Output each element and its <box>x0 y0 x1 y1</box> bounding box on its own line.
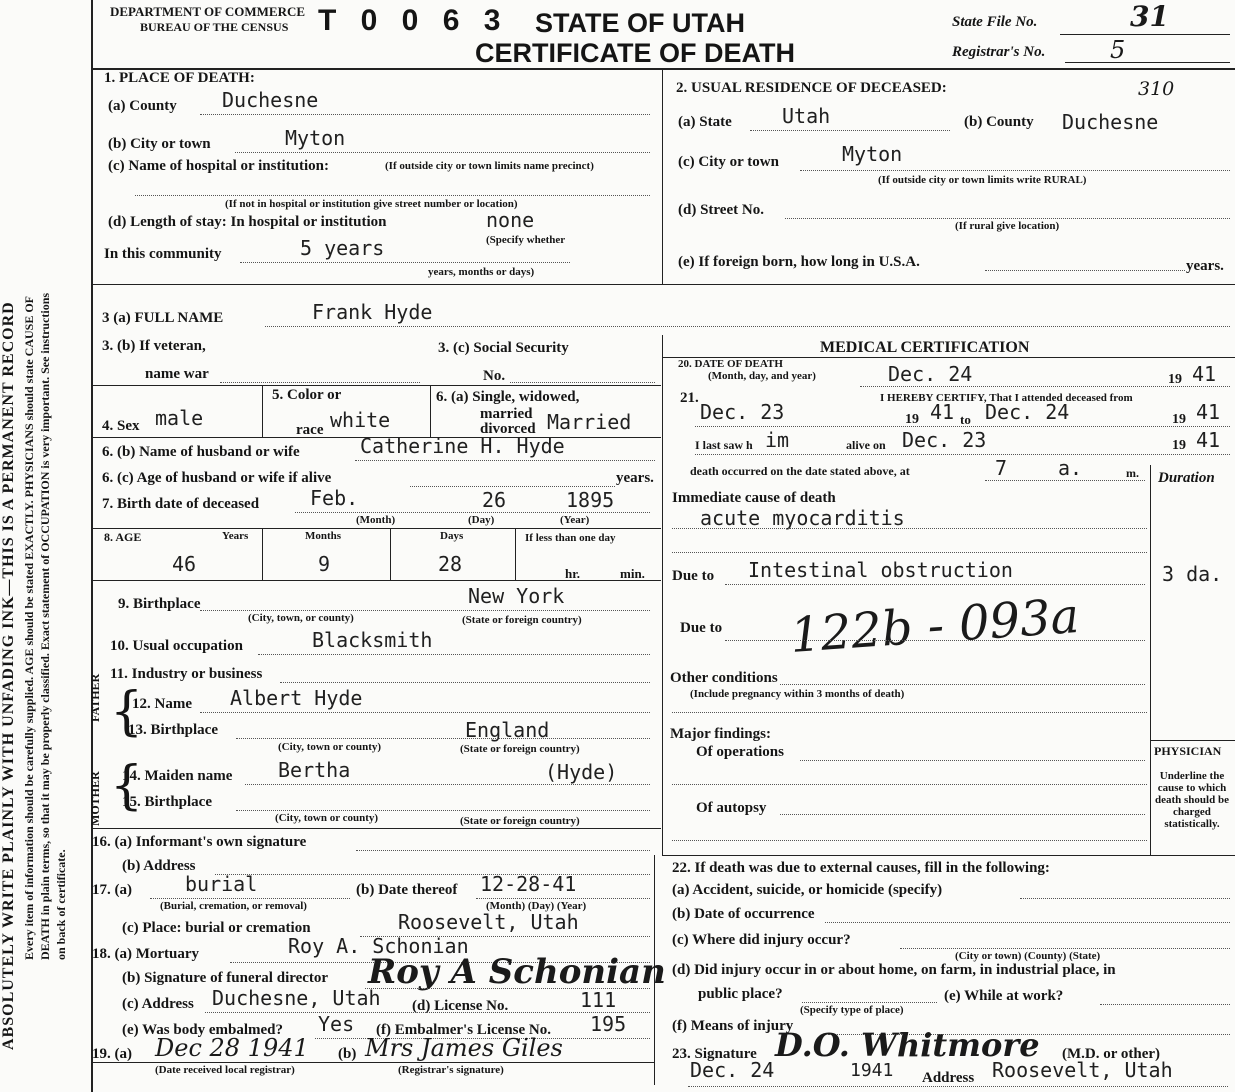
received-cap: (Date received local registrar) <box>155 1064 295 1076</box>
res-county-label: (b) County <box>964 114 1034 130</box>
stay-hospital: none <box>486 208 535 232</box>
attended-from: Dec. 23 <box>700 400 785 424</box>
operations-label: Of operations <box>696 744 784 760</box>
mother-birthplace-label: 15. Birthplace <box>122 794 212 810</box>
due1-duration: 3 da. <box>1162 562 1223 586</box>
embalmer-license-label: (f) Embalmer's License No. <box>376 1022 551 1038</box>
occupation-value: Blacksmith <box>312 628 433 652</box>
bp-city-cap: (City, town, or county) <box>248 612 354 624</box>
left-border <box>91 0 93 1092</box>
place-of-death-title: 1. PLACE OF DEATH: <box>104 70 255 86</box>
row-line-5 <box>93 828 661 829</box>
mother-maiden-label: 14. Maiden name <box>122 768 233 784</box>
registrar-number: 5 <box>1110 36 1126 64</box>
birth-year: 1895 <box>566 488 615 512</box>
row-line-1 <box>93 385 661 386</box>
informant-address-label: (b) Address <box>122 858 196 874</box>
mortuary-label: 18. (a) Mortuary <box>92 946 200 962</box>
saw-date: Dec. 23 <box>902 428 987 452</box>
race-divider <box>430 385 431 437</box>
county-label: (a) County <box>108 98 177 114</box>
age-div-3 <box>515 528 516 580</box>
residence-code: 310 <box>1138 78 1175 100</box>
race-label: race <box>296 422 324 438</box>
external-title: 22. If death was due to external causes, fill in the following: <box>672 860 1050 876</box>
spouse-name: Catherine H. Hyde <box>360 434 565 458</box>
age-days: 28 <box>438 552 463 576</box>
certify-text: I HEREBY CERTIFY, That I attended deceased from <box>880 392 1133 404</box>
mbp-state-cap: (State or foreign country) <box>460 815 580 827</box>
dod-date: Dec. 24 <box>888 362 973 386</box>
death-time: 7 <box>995 456 1008 480</box>
state-file-label: State File No. <box>952 14 1038 30</box>
license-label: (d) License No. <box>412 998 509 1014</box>
mortuary-address-label: (c) Address <box>122 996 194 1012</box>
min-label: min. <box>620 566 645 581</box>
birth-month: Feb. <box>310 486 359 510</box>
signature-address: Roosevelt, Utah <box>992 1058 1173 1082</box>
res-street-label: (d) Street No. <box>678 202 764 218</box>
marital-label-2: married <box>480 406 533 422</box>
father-name: Albert Hyde <box>230 686 363 710</box>
father-label: FATHER <box>88 673 102 722</box>
war-label: name war <box>145 366 209 382</box>
death-city: Myton <box>285 126 346 150</box>
hospital-label: (c) Name of hospital or institution: <box>108 158 329 174</box>
signature-label: 23. Signature <box>672 1046 757 1062</box>
attended-to: Dec. 24 <box>985 400 1070 424</box>
mother-first-name: Bertha <box>278 758 351 782</box>
immediate-label: Immediate cause of death <box>672 490 836 506</box>
father-brace: { <box>110 682 144 742</box>
burial-method: burial <box>185 872 258 896</box>
burial-date-cap: (Month) (Day) (Year) <box>486 900 587 912</box>
public-place-label: public place? <box>698 986 783 1002</box>
public-cap: (Specify type of place) <box>800 1004 904 1016</box>
external-b: (b) Date of occurrence <box>672 906 815 922</box>
month-cap: (Month) <box>356 514 396 526</box>
registrar-sig-label: (b) <box>338 1046 357 1062</box>
burial-date-label: (b) Date thereof <box>356 882 458 898</box>
dod-label: 20. DATE OF DEATH <box>678 358 783 370</box>
cert-21: 21. <box>680 390 699 406</box>
row-line-6 <box>93 1062 654 1063</box>
days-cap: Days <box>440 530 464 542</box>
hr-label: hr. <box>565 566 581 581</box>
burial-label: 17. (a) <box>92 882 132 898</box>
alive-on-label: alive on <box>846 438 886 452</box>
res-state: Utah <box>782 104 831 128</box>
months-cap: Months <box>305 530 342 542</box>
margin-instructions-3: on back of certificate. <box>54 849 68 960</box>
external-d: (d) Did injury occur in or about home, on farm, in industrial place, in <box>672 962 1116 978</box>
age-label: 8. AGE <box>104 530 142 544</box>
to-year: 41 <box>1196 400 1221 424</box>
spouse-age-years: years. <box>616 470 654 486</box>
at-work-label: (e) While at work? <box>944 988 1064 1004</box>
less-than-day-cap: If less than one day <box>525 532 616 544</box>
marital-label-3: divorced <box>480 421 536 437</box>
spouse-label: 6. (b) Name of husband or wife <box>102 444 300 460</box>
received-date: Dec 28 1941 <box>155 1034 309 1062</box>
autopsy-label: Of autopsy <box>696 800 767 816</box>
ssn-label: 3. (c) Social Security <box>438 340 569 356</box>
birthplace-value: New York <box>468 584 565 608</box>
from-year: 41 <box>930 400 955 424</box>
birth-day: 26 <box>482 488 507 512</box>
age-div-1 <box>262 528 263 580</box>
director-signature: Roy A Schonian <box>368 952 666 992</box>
state-title: STATE OF UTAH <box>535 8 745 38</box>
day-cap: (Day) <box>468 514 495 526</box>
embalmer-license: 195 <box>590 1012 627 1036</box>
specify-note: (Specify whether <box>486 234 566 246</box>
bureau-label: BUREAU OF THE CENSUS <box>140 20 289 34</box>
serial-number: T 0 0 6 3 <box>318 4 509 37</box>
full-name: Frank Hyde <box>312 300 433 324</box>
res-street-note: (If rural give location) <box>955 220 1060 232</box>
death-ampm: a. <box>1058 456 1083 480</box>
city-label: (b) City or town <box>108 136 211 152</box>
due1-cause: Intestinal obstruction <box>748 558 1013 582</box>
race-value: white <box>330 408 391 432</box>
to-label: to <box>960 412 971 427</box>
director-sig-label: (b) Signature of funeral director <box>122 970 329 986</box>
row-line-3 <box>93 528 661 529</box>
fbp-city-cap: (City, town or county) <box>278 741 382 753</box>
residence-title: 2. USUAL RESIDENCE OF DECEASED: <box>676 80 947 96</box>
physician-signature: D.O. Whitmore <box>775 1026 1040 1064</box>
registrar-signature: Mrs James Giles <box>365 1034 563 1062</box>
ssn-no-label: No. <box>483 368 506 384</box>
community-label: In this community <box>104 246 222 262</box>
dod-cap: (Month, day, and year) <box>708 370 816 382</box>
certificate-title: CERTIFICATE OF DEATH <box>475 38 795 68</box>
death-county: Duchesne <box>222 88 319 112</box>
father-name-label: 12. Name <box>132 696 192 712</box>
margin-warning: ABSOLUTELY WRITE PLAINLY WITH UNFADING INK—THIS IS A PERMANENT RECORD <box>0 301 17 1050</box>
medical-title: MEDICAL CERTIFICATION <box>820 339 1030 356</box>
ymd-note: years, months or days) <box>428 266 535 278</box>
underline-note: Underline the cause to which death should be charged statistically. <box>1155 770 1229 830</box>
physician-label: PHYSICIAN <box>1154 744 1222 758</box>
sex-divider <box>262 385 263 437</box>
age-months: 9 <box>318 552 331 576</box>
industry-label: 11. Industry or business <box>110 666 263 682</box>
embalmed-value: Yes <box>318 1012 355 1036</box>
sex-label: 4. Sex <box>102 418 140 434</box>
years-cap: Years <box>222 530 249 542</box>
year-cap: (Year) <box>560 514 590 526</box>
mother-last-name: (Hyde) <box>545 760 618 784</box>
due1-label: Due to <box>672 568 715 584</box>
full-name-label: 3 (a) FULL NAME <box>102 310 224 326</box>
marital-value: Married <box>547 410 632 434</box>
saw-him: im <box>765 428 790 452</box>
duration-label: Duration <box>1158 470 1215 486</box>
major-label: Major findings: <box>670 726 771 742</box>
dept-label: DEPARTMENT OF COMMERCE <box>110 4 306 19</box>
top-divider <box>662 68 663 284</box>
mid-divider <box>662 335 663 855</box>
margin-instructions-2: DEATH in plain terms, so that it may be properly classified. Exact statement of OCCUPATION is very important. See instructions <box>38 292 52 960</box>
burial-place-label: (c) Place: burial or cremation <box>122 920 311 936</box>
dod-year: 41 <box>1192 362 1217 386</box>
bp-state-cap: (State or foreign country) <box>462 614 582 626</box>
mbp-city-cap: (City, town or county) <box>275 812 379 824</box>
occurred-label: death occurred on the date stated above, at <box>690 464 910 478</box>
age-years: 46 <box>172 552 197 576</box>
mother-label: MOTHER <box>88 771 102 826</box>
sex-value: male <box>155 406 204 430</box>
foreign-label: (e) If foreign born, how long in U.S.A. <box>678 254 920 270</box>
res-county: Duchesne <box>1062 110 1159 134</box>
veteran-label: 3. (b) If veteran, <box>102 338 206 354</box>
embalmed-label: (e) Was body embalmed? <box>122 1022 283 1038</box>
father-birthplace-label: 13. Birthplace <box>128 722 218 738</box>
birthplace-label: 9. Birthplace <box>118 596 201 612</box>
stay-label: (d) Length of stay: In hospital or institution <box>108 214 387 230</box>
res-city-note: (If outside city or town limits write RURAL) <box>878 174 1087 186</box>
margin-instructions-1: Every item of information should be carefully supplied. AGE should be stated EXACTLY. PHYSICIANS should state CAUSE OF <box>22 296 36 960</box>
cause-code: 122b - 093a <box>788 587 1081 665</box>
signature-address-label: Address <box>922 1070 975 1086</box>
md-label: (M.D. or other) <box>1062 1046 1161 1062</box>
immediate-cause: acute myocarditis <box>700 506 905 530</box>
foreign-years: years. <box>1186 258 1224 274</box>
state-file-number: 31 <box>1130 0 1169 33</box>
street-note: (If not in hospital or institution give street number or location) <box>225 198 518 210</box>
burial-date: 12-28-41 <box>480 872 577 896</box>
birth-label: 7. Birth date of deceased <box>102 496 260 512</box>
saw-label: I last saw h <box>695 438 753 452</box>
burial-place: Roosevelt, Utah <box>398 910 579 934</box>
other-label: Other conditions <box>670 670 778 686</box>
father-birthplace: England <box>465 718 550 742</box>
mother-brace: { <box>110 756 144 816</box>
med-bottom-line <box>662 855 1235 856</box>
occupation-label: 10. Usual occupation <box>110 638 243 654</box>
other-cap: (Include pregnancy within 3 months of death) <box>690 688 905 700</box>
external-c-cap: (City or town) (County) (State) <box>955 950 1101 962</box>
license-number: 111 <box>580 988 617 1012</box>
means-label: (f) Means of injury <box>672 1018 794 1034</box>
burial-cap: (Burial, cremation, or removal) <box>160 900 307 912</box>
physician-line <box>1150 740 1235 741</box>
divider-1 <box>93 284 1235 285</box>
due2-label: Due to <box>680 620 723 636</box>
registrar-label: Registrar's No. <box>952 44 1046 60</box>
hospital-note: (If outside city or town limits name precinct) <box>385 160 594 172</box>
m-label: m. <box>1126 466 1139 480</box>
res-city-label: (c) City or town <box>678 154 779 170</box>
external-a: (a) Accident, suicide, or homicide (specify) <box>672 882 943 898</box>
signature-year: 1941 <box>850 1060 894 1081</box>
age-div-2 <box>390 528 391 580</box>
external-c: (c) Where did injury occur? <box>672 932 851 948</box>
registrar-cap: (Registrar's signature) <box>398 1064 504 1076</box>
duration-divider <box>1150 465 1151 855</box>
stay-community: 5 years <box>300 236 385 260</box>
informant-sig-label: 16. (a) Informant's own signature <box>92 834 307 850</box>
signature-date: Dec. 24 <box>690 1058 775 1082</box>
spouse-age-label: 6. (c) Age of husband or wife if alive <box>102 470 332 486</box>
color-label: 5. Color or <box>272 387 342 403</box>
fbp-state-cap: (State or foreign country) <box>460 743 580 755</box>
res-city: Myton <box>842 142 903 166</box>
saw-year: 41 <box>1196 428 1221 452</box>
res-state-label: (a) State <box>678 114 732 130</box>
mortuary-address: Duchesne, Utah <box>212 986 381 1010</box>
marital-label-1: 6. (a) Single, widowed, <box>436 389 580 405</box>
received-label: 19. (a) <box>92 1046 132 1062</box>
mortuary-name: Roy A. Schonian <box>288 934 469 958</box>
